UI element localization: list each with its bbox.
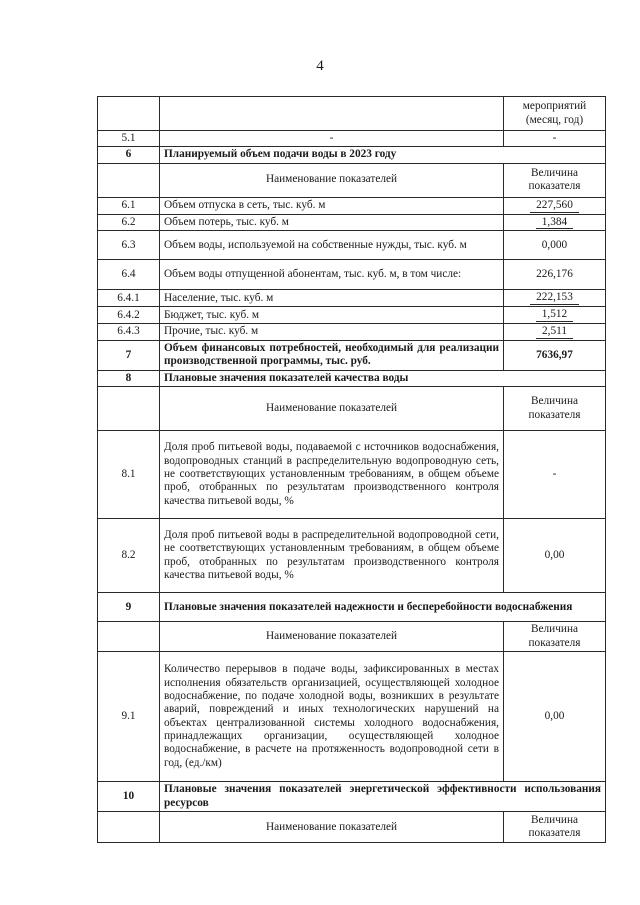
row-number: 6.4.3 xyxy=(98,324,160,341)
row-number: 6.4.2 xyxy=(98,307,160,324)
indicator-value: 0,00 xyxy=(504,652,606,782)
indicator-name: Население, тыс. куб. м xyxy=(160,290,504,307)
indicator-name: Бюджет, тыс. куб. м xyxy=(160,307,504,324)
column-header-value: Величина показателя xyxy=(504,163,606,197)
production-program-table xyxy=(97,96,606,843)
indicator-name: - xyxy=(160,131,504,147)
row-number xyxy=(98,812,160,843)
row-number: 5.1 xyxy=(98,131,160,147)
row-number: 8.1 xyxy=(98,431,160,519)
table-row xyxy=(98,519,606,593)
indicator-name: Доля проб питьевой воды в распределительной водопроводной сети, не соответствующих установленным требованиям, в общем объеме проб, отобранных по результатам производственного контроля качества питьевой воды, % xyxy=(160,519,504,593)
indicator-name: Объем воды отпущенной абонентам, тыс. куб. м, в том числе: xyxy=(160,260,504,290)
indicator-value xyxy=(504,290,606,307)
indicator-value xyxy=(504,197,606,214)
table-row xyxy=(98,131,606,147)
table-row xyxy=(98,197,606,214)
table-row xyxy=(98,214,606,231)
table-row xyxy=(98,324,606,341)
row-number: 6.4.1 xyxy=(98,290,160,307)
section-number: 9 xyxy=(98,593,160,622)
table-row xyxy=(98,231,606,260)
header-row xyxy=(98,812,606,843)
column-header-name: Наименование показателей xyxy=(160,163,504,197)
indicator-value-text: 1,512 xyxy=(536,309,573,322)
indicator-value xyxy=(504,324,606,341)
section-row xyxy=(98,782,606,812)
header-row xyxy=(98,387,606,431)
section-number: 6 xyxy=(98,147,160,163)
row-number: 8.2 xyxy=(98,519,160,593)
section-row xyxy=(98,593,606,622)
indicator-value-text: 222,153 xyxy=(530,292,579,305)
row-number: 9.1 xyxy=(98,652,160,782)
section-title: Плановые значения показателей надежности и бесперебойности водоснабжения xyxy=(160,593,606,622)
section-title: Планируемый объем подачи воды в 2023 году xyxy=(160,147,606,163)
indicator-value-text: 227,560 xyxy=(530,200,579,213)
header-row xyxy=(98,622,606,652)
section-number: 8 xyxy=(98,370,160,386)
indicator-value: мероприятий (месяц, год) xyxy=(504,97,606,131)
row-number: 6.4 xyxy=(98,260,160,290)
table-row xyxy=(98,340,606,370)
table-row xyxy=(98,307,606,324)
indicator-name: Прочие, тыс. куб. м xyxy=(160,324,504,341)
section-title: Плановые значения показателей качества воды xyxy=(160,370,606,386)
indicator-name: Объем отпуска в сеть, тыс. куб. м xyxy=(160,197,504,214)
indicator-name xyxy=(160,97,504,131)
row-number xyxy=(98,622,160,652)
indicator-name: Объем финансовых потребностей, необходимый для реализации производственной программы, тыс. руб. xyxy=(160,340,504,370)
section-title: Плановые значения показателей энергетической эффективности использования ресурсов xyxy=(160,782,606,812)
indicator-name: Объем воды, используемой на собственные нужды, тыс. куб. м xyxy=(160,231,504,260)
indicator-value: 7636,97 xyxy=(504,340,606,370)
page-number: 4 xyxy=(316,58,324,74)
table-row xyxy=(98,652,606,782)
indicator-value xyxy=(504,214,606,231)
indicator-name: Количество перерывов в подаче воды, зафиксированных в местах исполнения обязательств организацией, осуществляющей холодное водоснабжение, по подаче холодной воды, возникших в результате аварий, повреждений и иных технологических нарушений на объектах централизованной системы холодного водоснабжения, принадлежащих организации, осуществляющей холодное водоснабжение, в расчете на протяженность водопроводной сети в год, (ед./км) xyxy=(160,652,504,782)
indicator-name: Объем потерь, тыс. куб. м xyxy=(160,214,504,231)
row-number xyxy=(98,387,160,431)
indicator-value: 0,00 xyxy=(504,519,606,593)
table-row xyxy=(98,431,606,519)
table-row xyxy=(98,97,606,131)
row-number: 6.2 xyxy=(98,214,160,231)
indicator-value xyxy=(504,307,606,324)
column-header-name: Наименование показателей xyxy=(160,622,504,652)
indicator-name: Доля проб питьевой воды, подаваемой с источников водоснабжения, водопроводных станций в распределительную водопроводную сеть, не соответствующих установленным требованиям, в общем объеме проб, отобранных по результатам производственного контроля качества питьевой воды, % xyxy=(160,431,504,519)
indicator-value: - xyxy=(504,431,606,519)
column-header-name: Наименование показателей xyxy=(160,387,504,431)
column-header-name: Наименование показателей xyxy=(160,812,504,843)
row-number xyxy=(98,97,160,131)
table-row xyxy=(98,290,606,307)
indicator-value-text: 1,384 xyxy=(536,217,573,230)
column-header-value: Величина показателя xyxy=(504,387,606,431)
row-number: 6.1 xyxy=(98,197,160,214)
section-number: 10 xyxy=(98,782,160,812)
row-number: 6.3 xyxy=(98,231,160,260)
indicator-value: 0,000 xyxy=(504,231,606,260)
section-row xyxy=(98,370,606,386)
column-header-value: Величина показателя xyxy=(504,812,606,843)
indicator-value-text: 2,511 xyxy=(536,326,573,339)
row-number: 7 xyxy=(98,340,160,370)
column-header-value: Величина показателя xyxy=(504,622,606,652)
header-row xyxy=(98,163,606,197)
section-row xyxy=(98,147,606,163)
row-number xyxy=(98,163,160,197)
indicator-value: - xyxy=(504,131,606,147)
indicator-value: 226,176 xyxy=(504,260,606,290)
table-row xyxy=(98,260,606,290)
